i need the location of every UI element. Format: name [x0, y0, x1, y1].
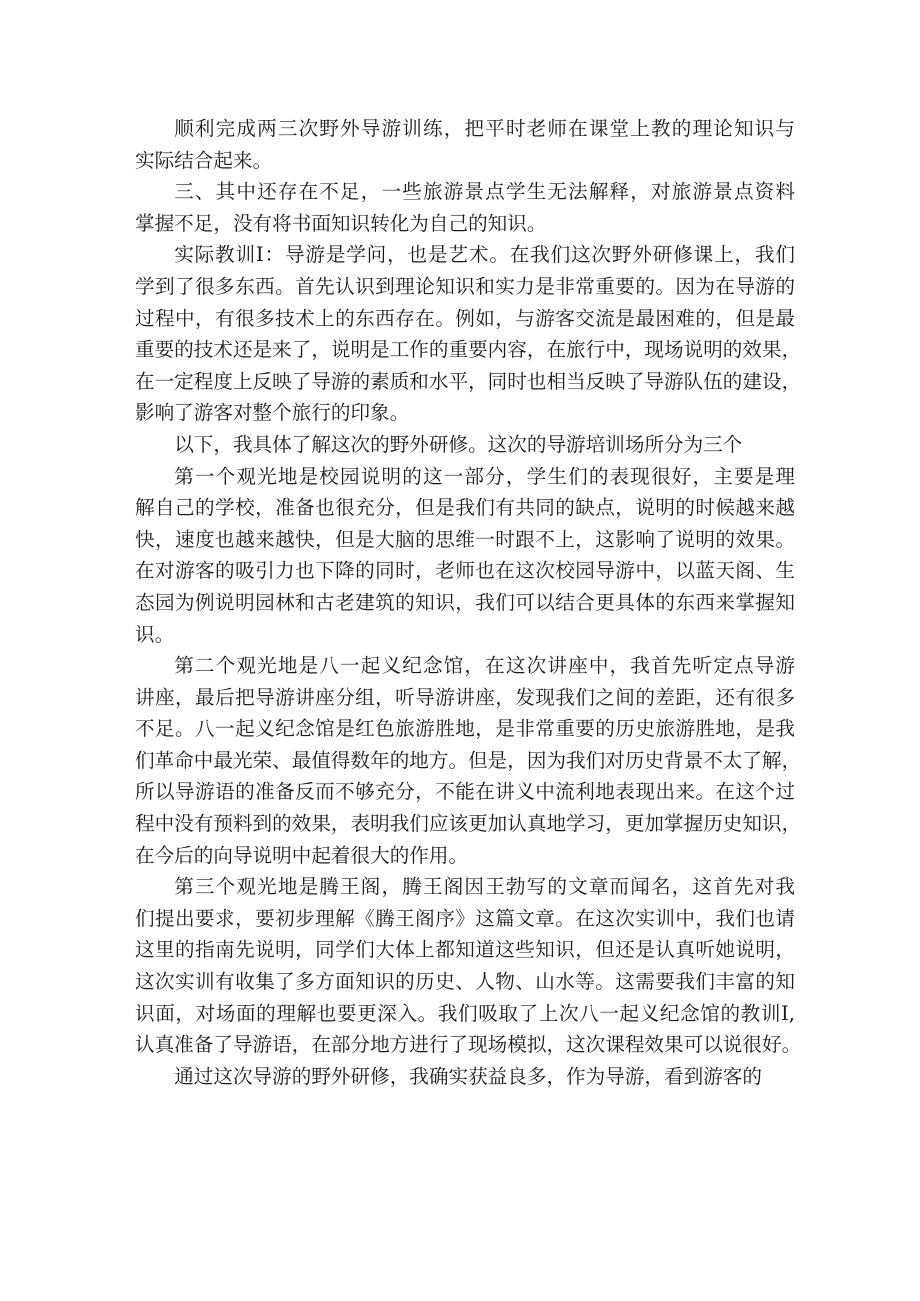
text-line: 实际结合起来。 — [135, 148, 273, 172]
text-line: 以下，我具体了解这次的野外研修。这次的导游培训场所分为三个 — [174, 432, 743, 456]
text-line: 通过这次导游的野外研修，我确实获益良多，作为导游，看到游客的 — [174, 1064, 762, 1088]
text-line: 在对游客的吸引力也下降的同时，老师也在这次校园导游中，以蓝天阁、生 — [135, 559, 795, 583]
text-line: 实际教训I：导游是学问，也是艺术。在我们这次野外研修课上，我们 — [174, 243, 795, 267]
paragraph — [135, 1061, 795, 1093]
text-line: 在今后的向导说明中起着很大的作用。 — [135, 843, 469, 867]
text-line: 这次实训有收集了多方面知识的历史、人物、山水等。这需要我们丰富的知 — [135, 970, 795, 994]
text-line: 解自己的学校，准备也很充分，但是我们有共同的缺点，说明的时候越来越 — [135, 496, 795, 520]
text-line: 过程中，有很多技术上的东西存在。例如，与游客交流是最困难的，但是最 — [135, 306, 795, 330]
text-line: 识。 — [135, 622, 175, 646]
document-body — [135, 113, 802, 1092]
text-line: 三、其中还存在不足，一些旅游景点学生无法解释，对旅游景点资料 — [174, 180, 795, 204]
text-line: 讲座，最后把导游讲座分组，听导游讲座，发现我们之间的差距，还有很多 — [135, 685, 795, 709]
text-line: 态园为例说明园林和古老建筑的知识，我们可以结合更具体的东西来掌握知 — [135, 590, 795, 614]
text-line: 们提出要求，要初步理解《腾王阁序》这篇文章。在这次实训中，我们也请 — [135, 906, 795, 930]
paragraph — [135, 429, 795, 461]
text-line: 重要的技术还是来了，说明是工作的重要内容，在旅行中，现场说明的效果， — [135, 338, 802, 362]
text-line: 程中没有预料到的效果，表明我们应该更加认真地学习，更加掌握历史知识， — [135, 812, 802, 836]
paragraph — [135, 113, 795, 176]
text-line: 在一定程度上反映了导游的素质和水平，同时也相当反映了导游队伍的建设， — [135, 369, 802, 393]
paragraph — [135, 650, 802, 871]
text-line: 认真准备了导游语，在部分地方进行了现场模拟，这次课程效果可以说很好。 — [135, 1033, 802, 1057]
text-line: 不足。八一起义纪念馆是红色旅游胜地，是非常重要的历史旅游胜地，是我 — [135, 717, 795, 741]
text-line: 顺利完成两三次野外导游训练，把平时老师在课堂上教的理论知识与 — [174, 117, 795, 140]
text-line: 第三个观光地是腾王阁，腾王阁因王勃写的文章而闻名，这首先对我 — [174, 875, 795, 899]
text-line: 掌握不足，没有将书面知识转化为自己的知识。 — [135, 211, 547, 235]
paragraph — [135, 239, 802, 429]
text-line: 识面，对场面的理解也要更深入。我们吸取了上次八一起义纪念馆的教训I, — [135, 1001, 795, 1025]
text-line: 所以导游语的准备反而不够充分，不能在讲义中流利地表现出来。在这个过 — [135, 780, 795, 804]
text-line: 们革命中最光荣、最值得数年的地方。但是，因为我们对历史背景不太了解， — [135, 748, 802, 772]
paragraph — [135, 461, 795, 651]
text-line: 这里的指南先说明，同学们大体上都知道这些知识，但还是认真听她说明， — [135, 938, 795, 962]
text-line: 第二个观光地是八一起义纪念馆，在这次讲座中，我首先听定点导游 — [174, 654, 795, 678]
paragraph — [135, 176, 795, 239]
paragraph — [135, 871, 802, 1061]
text-line: 学到了很多东西。首先认识到理论知识和实力是非常重要的。因为在导游的 — [135, 274, 795, 298]
text-line: 第一个观光地是校园说明的这一部分，学生们的表现很好，主要是理 — [174, 464, 795, 488]
text-line: 快，速度也越来越快，但是大脑的思维一时跟不上，这影响了说明的效果。 — [135, 527, 795, 551]
text-line: 影响了游客对整个旅行的印象。 — [135, 401, 410, 425]
